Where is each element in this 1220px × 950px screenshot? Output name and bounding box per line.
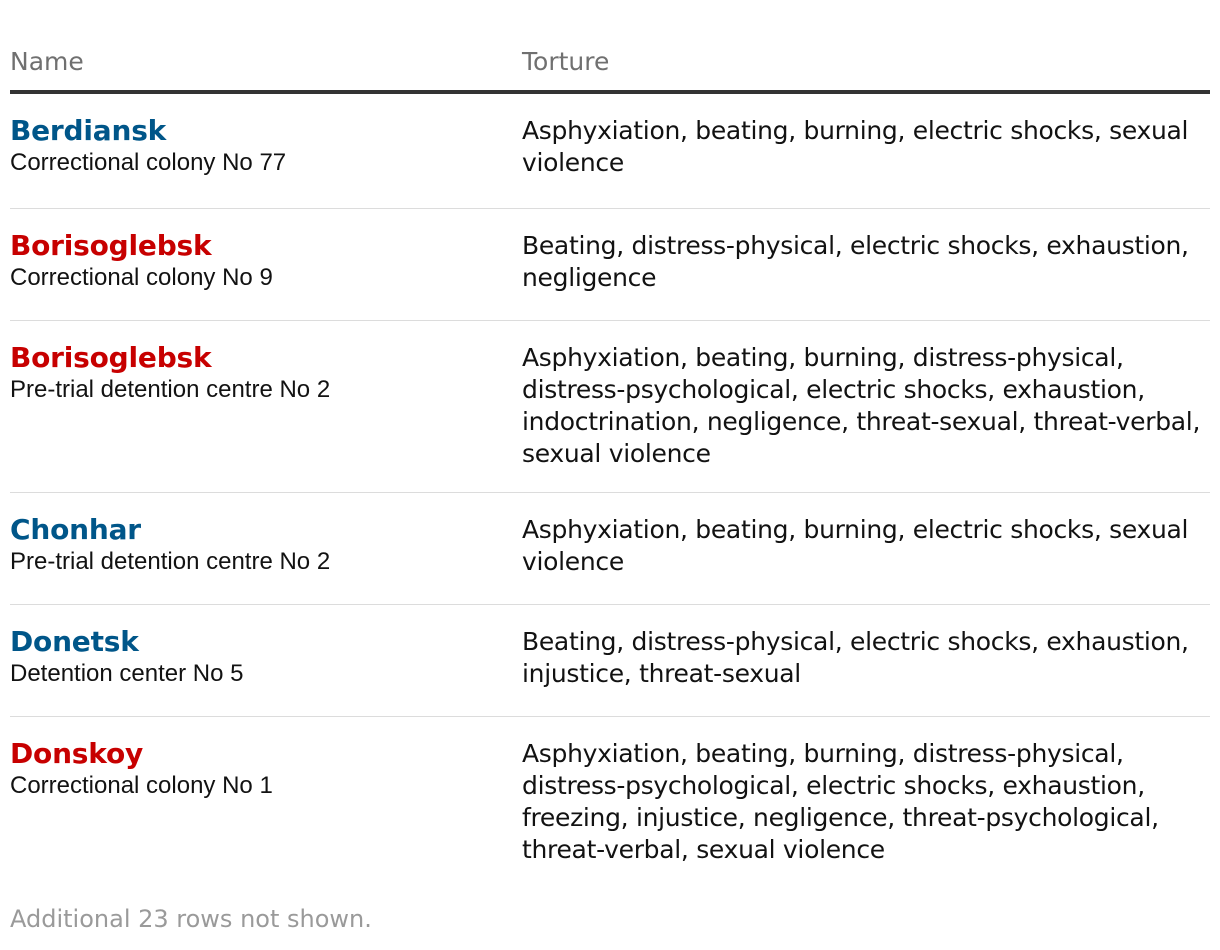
name-cell	[10, 737, 522, 887]
name-cell	[10, 114, 522, 208]
facility-type: Pre-trial detention centre No 2	[10, 548, 331, 575]
name-cell	[10, 229, 522, 320]
torture-list: Asphyxiation, beating, burning, electric shocks, sexual violence	[522, 515, 1189, 576]
torture-list: Asphyxiation, beating, burning, distress-physical, distress-psychological, electric shocks, exhaustion, indoctrination, negligence, threat-sexual, threat-verbal, sexual violence	[522, 343, 1201, 468]
name-cell	[10, 625, 522, 716]
table-header-row	[10, 0, 1210, 94]
prison-name: Donetsk	[10, 625, 139, 658]
table-row	[10, 605, 1210, 717]
header-name: Name	[10, 47, 84, 76]
rows-not-shown-note: Additional 23 rows not shown.	[10, 905, 372, 933]
facility-type: Pre-trial detention centre No 2	[10, 376, 331, 403]
table-row	[10, 493, 1210, 605]
prison-name: Borisoglebsk	[10, 341, 212, 374]
table-row	[10, 321, 1210, 493]
prison-name: Berdiansk	[10, 114, 167, 147]
torture-list: Beating, distress-physical, electric shocks, exhaustion, negligence	[522, 231, 1189, 292]
table-row	[10, 209, 1210, 321]
prison-name: Borisoglebsk	[10, 229, 212, 262]
torture-list: Beating, distress-physical, electric shocks, exhaustion, injustice, threat-sexual	[522, 627, 1189, 688]
name-cell	[10, 341, 522, 492]
table-row	[10, 717, 1210, 887]
facility-type: Correctional colony No 77	[10, 149, 287, 176]
header-torture: Torture	[522, 47, 610, 76]
facility-type: Correctional colony No 9	[10, 264, 273, 291]
prison-name: Chonhar	[10, 513, 141, 546]
data-table	[10, 0, 1210, 887]
facility-type: Detention center No 5	[10, 660, 244, 687]
facility-type: Correctional colony No 1	[10, 772, 273, 799]
prison-name: Donskoy	[10, 737, 144, 770]
torture-list: Asphyxiation, beating, burning, distress-physical, distress-psychological, electric shocks, exhaustion, freezing, injustice, negligence, threat-psychological, threat-verbal, sexual violence	[522, 739, 1159, 864]
torture-list: Asphyxiation, beating, burning, electric shocks, sexual violence	[522, 116, 1189, 177]
table-row	[10, 94, 1210, 209]
name-cell	[10, 513, 522, 604]
